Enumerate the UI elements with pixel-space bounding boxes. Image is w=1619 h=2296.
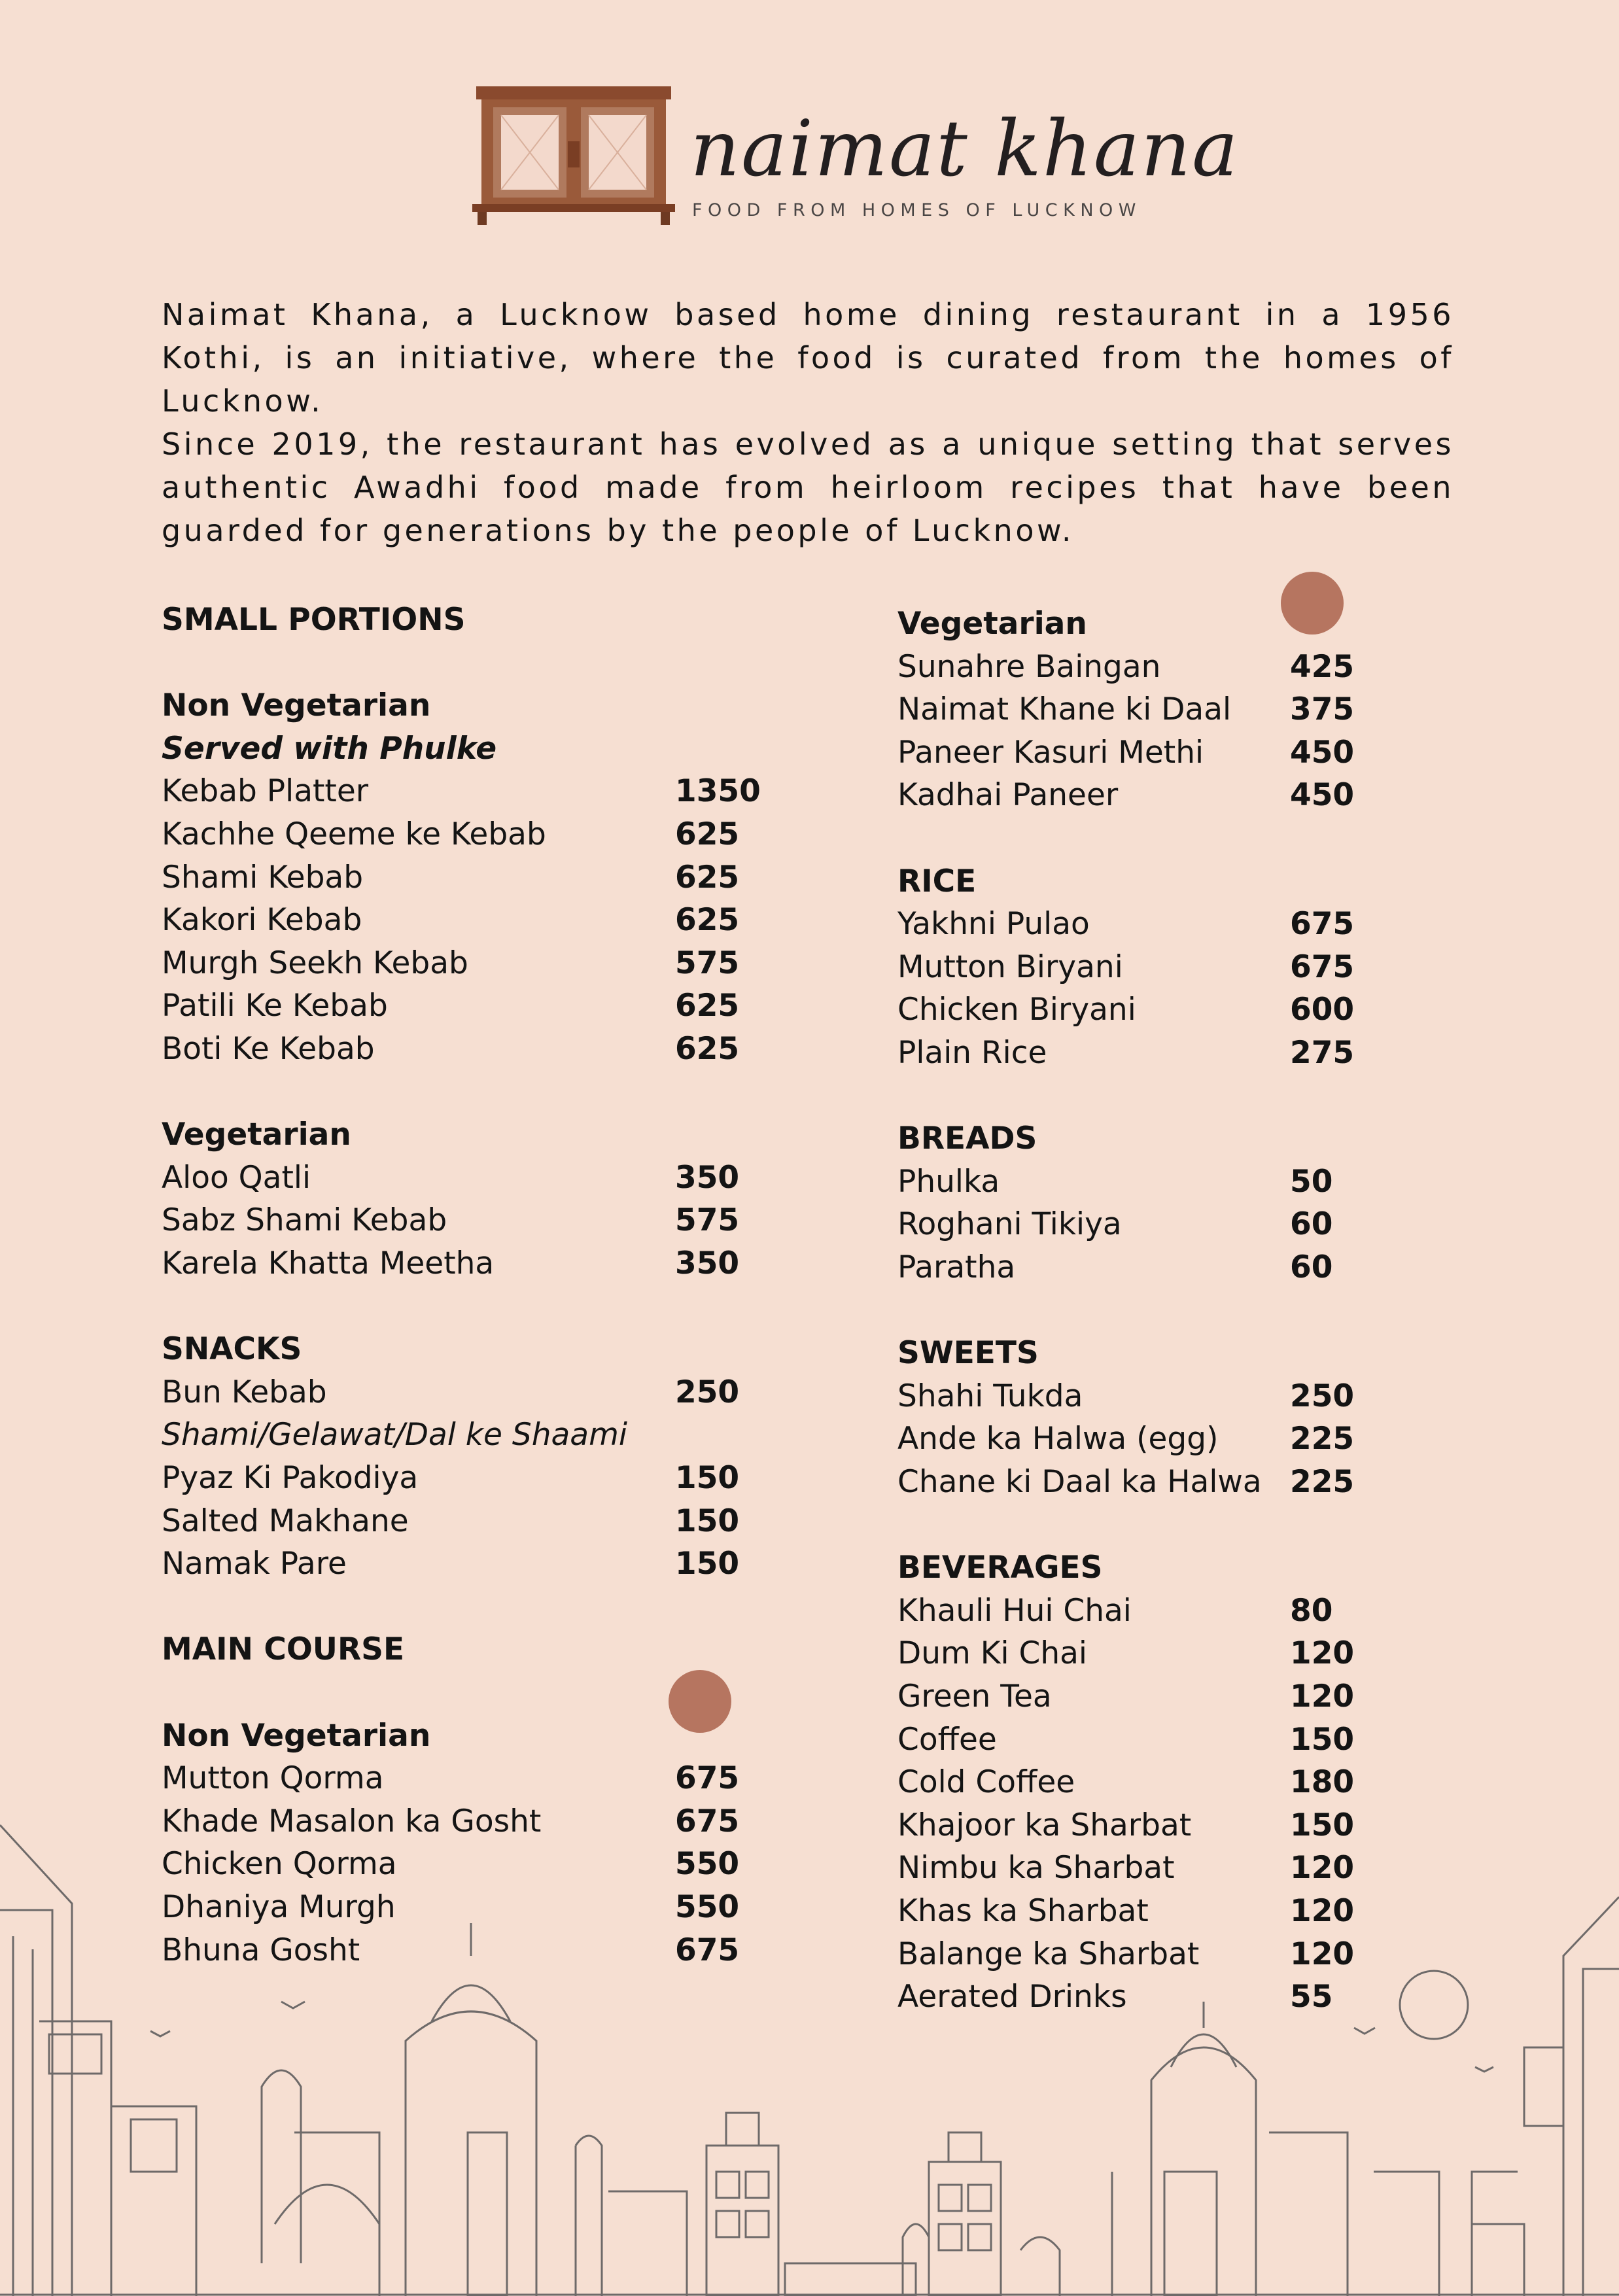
menu-item-kadhai-paneer: Kadhai Paneer bbox=[897, 777, 1119, 814]
menu-item-price: 225 bbox=[1290, 1421, 1355, 1457]
menu-item-paneer-kasuri-methi: Paneer Kasuri Methi bbox=[897, 734, 1204, 771]
menu-item-price: 600 bbox=[1290, 992, 1355, 1028]
menu-item-price: 50 bbox=[1290, 1163, 1333, 1200]
menu-item-price: 120 bbox=[1290, 1936, 1355, 1972]
menu-item-boti-ke-kebab: Boti Ke Kebab bbox=[162, 1031, 375, 1067]
menu-item-price: 225 bbox=[1290, 1464, 1355, 1500]
menu-item-shami-kebab: Shami Kebab bbox=[162, 859, 364, 896]
menu-item-ande-ka-halwa-egg: Ande ka Halwa (egg) bbox=[897, 1421, 1219, 1457]
section-heading-snacks: SNACKS bbox=[162, 1331, 302, 1368]
menu-item-khas-ka-sharbat: Khas ka Sharbat bbox=[897, 1893, 1149, 1929]
menu-item-plain-rice: Plain Rice bbox=[897, 1035, 1047, 1071]
menu-item-bun-kebab: Bun Kebab bbox=[162, 1374, 327, 1410]
menu-item-khauli-hui-chai: Khauli Hui Chai bbox=[897, 1592, 1132, 1629]
menu-item-kachhe-qeeme-ke-kebab: Kachhe Qeeme ke Kebab bbox=[162, 816, 546, 852]
menu-item-price: 675 bbox=[675, 1760, 740, 1797]
menu-item-mutton-biryani: Mutton Biryani bbox=[897, 948, 1123, 985]
menu-item-kakori-kebab: Kakori Kebab bbox=[162, 902, 362, 939]
menu-item-chicken-biryani: Chicken Biryani bbox=[897, 992, 1136, 1028]
menu-item-price: 80 bbox=[1290, 1592, 1333, 1629]
menu-item-mutton-qorma: Mutton Qorma bbox=[162, 1760, 384, 1797]
menu-item-aloo-qatli: Aloo Qatli bbox=[162, 1159, 311, 1196]
menu-item-price: 120 bbox=[1290, 1679, 1355, 1714]
menu-item-price: 625 bbox=[675, 988, 740, 1024]
menu-item-patili-ke-kebab: Patili Ke Kebab bbox=[162, 988, 388, 1024]
menu-item-aerated-drinks: Aerated Drinks bbox=[897, 1979, 1127, 2015]
menu-item-khajoor-ka-sharbat: Khajoor ka Sharbat bbox=[897, 1807, 1192, 1843]
menu-item-naimat-khane-ki-daal: Naimat Khane ki Daal bbox=[897, 691, 1232, 728]
section-heading-main-course: MAIN COURSE bbox=[162, 1631, 405, 1668]
menu-item-price: 150 bbox=[1290, 1807, 1355, 1843]
section-heading-breads: BREADS bbox=[897, 1121, 1037, 1157]
menu-item-dhaniya-murgh: Dhaniya Murgh bbox=[162, 1889, 396, 1925]
menu-item-price: 275 bbox=[1290, 1035, 1355, 1071]
menu-item-green-tea: Green Tea bbox=[897, 1679, 1052, 1714]
menu-item-price: 1350 bbox=[675, 773, 761, 810]
menu-item-price: 350 bbox=[675, 1159, 740, 1196]
brand-tagline: FOOD FROM HOMES OF LUCKNOW bbox=[692, 200, 1141, 220]
intro-paragraph-1: Naimat Khana, a Lucknow based home dining restaurant in a 1956 Kothi, is an initiative, where the food is curated from the homes of Lucknow. bbox=[162, 297, 1454, 419]
menu-item-price: 60 bbox=[1290, 1249, 1333, 1285]
section-heading-vegetarian: Vegetarian bbox=[162, 1117, 351, 1153]
menu-item-phulka: Phulka bbox=[897, 1163, 1000, 1200]
menu-item-price: 150 bbox=[675, 1546, 740, 1582]
menu-item-price: 425 bbox=[1290, 648, 1355, 685]
menu-item-price: 350 bbox=[675, 1245, 740, 1281]
menu-item-price: 375 bbox=[1290, 691, 1355, 728]
menu-item-yakhni-pulao: Yakhni Pulao bbox=[897, 906, 1090, 943]
menu-item-balange-ka-sharbat: Balange ka Sharbat bbox=[897, 1936, 1200, 1972]
menu-item-murgh-seekh-kebab: Murgh Seekh Kebab bbox=[162, 945, 468, 981]
menu-item-price: 625 bbox=[675, 816, 740, 852]
section-heading-non-vegetarian: Non Vegetarian bbox=[162, 687, 431, 724]
menu-item-price: 625 bbox=[675, 1031, 740, 1067]
menu-item-price: 120 bbox=[1290, 1893, 1355, 1929]
menu-item-price: 675 bbox=[1290, 906, 1355, 943]
menu-item-price: 180 bbox=[1290, 1764, 1355, 1801]
menu-item-price: 150 bbox=[1290, 1721, 1355, 1758]
section-note: Shami/Gelawat/Dal ke Shaami bbox=[162, 1417, 627, 1453]
menu-item-chicken-qorma: Chicken Qorma bbox=[162, 1846, 397, 1883]
menu-item-chane-ki-daal-ka-halwa: Chane ki Daal ka Halwa bbox=[897, 1464, 1262, 1500]
menu-item-price: 150 bbox=[675, 1503, 740, 1539]
menu-item-price: 675 bbox=[675, 1803, 740, 1839]
menu-item-price: 60 bbox=[1290, 1206, 1333, 1243]
section-heading-non-vegetarian: Non Vegetarian bbox=[162, 1717, 431, 1754]
menu-item-price: 55 bbox=[1290, 1979, 1333, 2015]
menu-item-shahi-tukda: Shahi Tukda bbox=[897, 1378, 1083, 1414]
menu-item-price: 120 bbox=[1290, 1635, 1355, 1672]
menu-item-price: 120 bbox=[1290, 1850, 1355, 1887]
section-note: Served with Phulke bbox=[162, 730, 497, 767]
menu-item-price: 625 bbox=[675, 902, 740, 939]
menu-item-price: 250 bbox=[1290, 1378, 1355, 1414]
menu-item-price: 625 bbox=[675, 859, 740, 896]
section-heading-sweets: SWEETS bbox=[897, 1335, 1039, 1372]
veg-dot-icon bbox=[1281, 572, 1344, 635]
menu-item-salted-makhane: Salted Makhane bbox=[162, 1503, 409, 1539]
menu-item-bhuna-gosht: Bhuna Gosht bbox=[162, 1932, 360, 1968]
section-heading-rice: RICE bbox=[897, 863, 977, 899]
menu-item-cold-coffee: Cold Coffee bbox=[897, 1764, 1075, 1801]
menu-item-price: 550 bbox=[675, 1846, 740, 1883]
cabinet-logo-icon bbox=[472, 85, 675, 226]
section-heading-vegetarian: Vegetarian bbox=[897, 606, 1087, 642]
brand-name: naimat khana bbox=[690, 103, 1240, 194]
menu-item-price: 450 bbox=[1290, 777, 1355, 814]
menu-item-price: 450 bbox=[1290, 734, 1355, 771]
menu-item-price: 675 bbox=[1290, 948, 1355, 985]
menu-item-dum-ki-chai: Dum Ki Chai bbox=[897, 1635, 1087, 1672]
menu-item-paratha: Paratha bbox=[897, 1249, 1016, 1285]
menu-item-price: 675 bbox=[675, 1932, 740, 1968]
menu-item-khade-masalon-ka-gosht: Khade Masalon ka Gosht bbox=[162, 1803, 542, 1839]
lucknow-skyline-illustration bbox=[0, 1805, 1619, 2296]
menu-item-price: 575 bbox=[675, 1202, 740, 1239]
menu-item-kebab-platter: Kebab Platter bbox=[162, 773, 369, 810]
menu-item-sabz-shami-kebab: Sabz Shami Kebab bbox=[162, 1202, 447, 1239]
menu-item-sunahre-baingan: Sunahre Baingan bbox=[897, 648, 1161, 685]
section-heading-small-portions: SMALL PORTIONS bbox=[162, 602, 466, 638]
non-veg-dot-icon bbox=[669, 1670, 731, 1733]
menu-item-karela-khatta-meetha: Karela Khatta Meetha bbox=[162, 1245, 495, 1281]
section-heading-beverages: BEVERAGES bbox=[897, 1550, 1103, 1586]
menu-item-coffee: Coffee bbox=[897, 1721, 997, 1758]
menu-item-price: 250 bbox=[675, 1374, 740, 1410]
menu-item-price: 550 bbox=[675, 1889, 740, 1925]
menu-item-price: 575 bbox=[675, 945, 740, 981]
menu-item-pyaz-ki-pakodiya: Pyaz Ki Pakodiya bbox=[162, 1460, 419, 1496]
intro-paragraph-2: Since 2019, the restaurant has evolved as a unique setting that serves authentic Awadhi food made from heirloom recipes that have been guarded for generations by the people of Lucknow. bbox=[162, 426, 1454, 548]
menu-item-nimbu-ka-sharbat: Nimbu ka Sharbat bbox=[897, 1850, 1175, 1887]
menu-item-roghani-tikiya: Roghani Tikiya bbox=[897, 1206, 1122, 1243]
menu-item-namak-pare: Namak Pare bbox=[162, 1546, 347, 1582]
menu-item-price: 150 bbox=[675, 1460, 740, 1496]
